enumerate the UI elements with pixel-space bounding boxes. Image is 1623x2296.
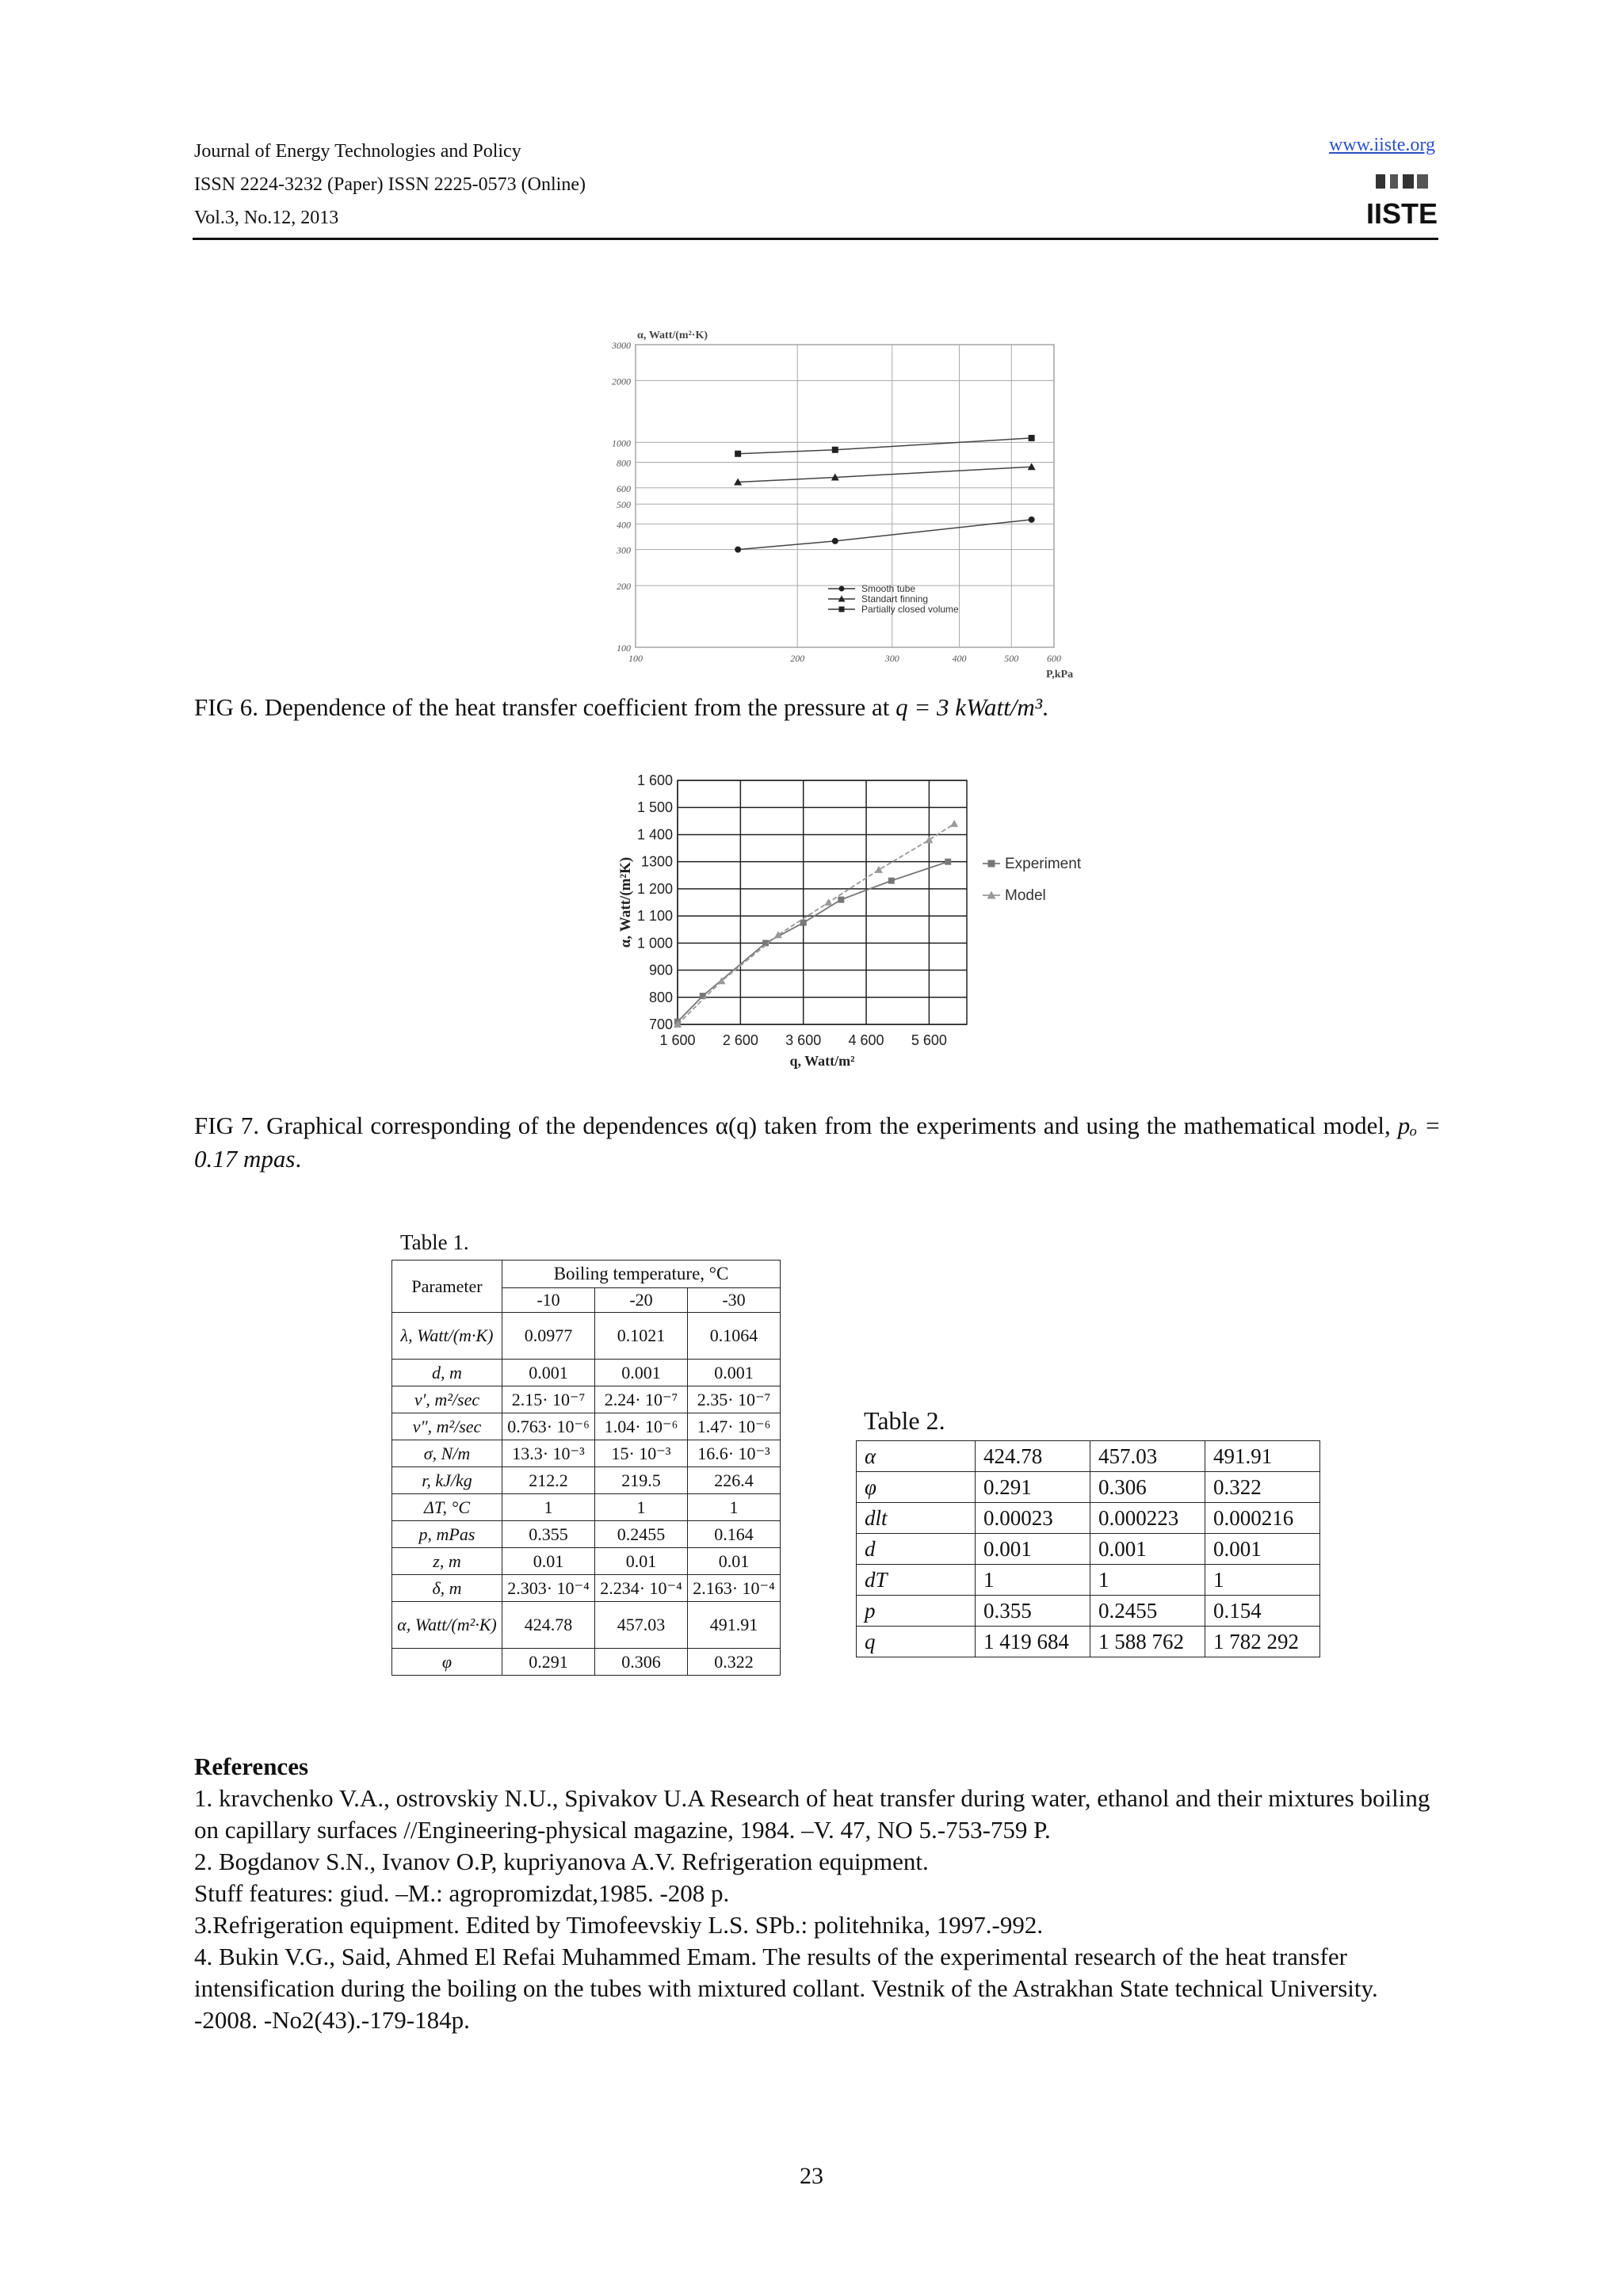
y-tick-label: 1 200 — [636, 880, 673, 897]
legend-entry: Partially closed volume — [861, 604, 959, 615]
journal-url-link[interactable]: www.iiste.org — [1329, 135, 1435, 155]
table-cell: 0.000216 — [1205, 1503, 1320, 1534]
y-tick-label: 1300 — [640, 853, 673, 870]
table-cell-param: v′, m²/sec — [392, 1386, 502, 1413]
table-cell: 15· 10⁻³ — [595, 1440, 688, 1467]
fig6-caption-text: FIG 6. Dependence of the heat transfer coefficient from the pressure at — [194, 693, 896, 721]
table-cell: 0.001 — [502, 1360, 595, 1386]
table-header-cell: -10 — [502, 1288, 595, 1313]
table-cell-param: α — [857, 1441, 976, 1472]
data-point — [950, 820, 958, 827]
y-tick-label: 1000 — [612, 437, 631, 449]
table-cell: 1 — [502, 1494, 595, 1521]
table-cell-param: φ — [857, 1472, 976, 1503]
table-cell-param: d — [857, 1534, 976, 1565]
table-cell: 491.91 — [1205, 1441, 1320, 1472]
table-cell: 0.001 — [688, 1360, 781, 1386]
table-row — [392, 1575, 781, 1602]
y-tick-label: 200 — [617, 581, 631, 593]
table-row — [392, 1313, 781, 1360]
x-tick-label: 300 — [884, 653, 899, 664]
table-cell-param: λ, Watt/(m·K) — [392, 1313, 502, 1360]
table-cell: 1 588 762 — [1090, 1627, 1205, 1657]
x-tick-label: 100 — [628, 653, 643, 664]
table-cell-param: dlt — [857, 1503, 976, 1534]
y-tick-label: 1 500 — [636, 799, 673, 816]
table-cell: 226.4 — [688, 1467, 781, 1494]
table-row — [392, 1521, 781, 1548]
y-tick-label: 1 400 — [636, 826, 673, 843]
table-cell: 0.322 — [1205, 1472, 1320, 1503]
data-point — [735, 547, 741, 553]
x-tick-label: 600 — [1047, 653, 1061, 664]
y-tick-label: 1 000 — [636, 935, 673, 952]
table-row — [857, 1503, 1320, 1534]
legend-entry: Model — [1005, 887, 1046, 904]
legend-swatch-marker — [839, 607, 845, 612]
table-cell: 0.1021 — [595, 1313, 688, 1360]
journal-volume: Vol.3, No.12, 2013 — [194, 208, 339, 228]
table-cell: 457.03 — [1090, 1441, 1205, 1472]
table-row — [392, 1602, 781, 1649]
y-tick-label: 800 — [617, 457, 631, 469]
data-point — [1029, 435, 1035, 441]
x-axis-label: P,kPa — [1046, 669, 1074, 681]
table2 — [856, 1440, 1320, 1657]
reference-item: 2. Bogdanov S.N., Ivanov O.P, kupriyanova A.V. Refrigeration equipment. — [194, 1848, 929, 1875]
table-header-cell: -20 — [595, 1288, 688, 1313]
data-point — [875, 866, 883, 873]
table-cell: 2.24· 10⁻⁷ — [595, 1386, 688, 1413]
table-cell: 0.2455 — [595, 1521, 688, 1548]
table-row — [392, 1649, 781, 1676]
reference-item: 4. Bukin V.G., Said, Ahmed El Refai Muhammed Emam. The results of the experimental research of the heat transfer intensification during the boiling on the tubes with mixtured collant. Vestnik of the Astrakhan State technical University. -2008. -No2(43).-179-184p. — [194, 1943, 1378, 2034]
reference-item: 3.Refrigeration equipment. Edited by Timofeevskiy L.S. SPb.: politehnika, 1997.-992. — [194, 1911, 1044, 1939]
data-point — [800, 920, 807, 926]
table-cell: 1 — [1205, 1565, 1320, 1596]
legend-entry: Smooth tube — [861, 583, 916, 594]
fig7-chart — [567, 765, 1121, 1077]
table-cell: 1.04· 10⁻⁶ — [595, 1413, 688, 1440]
journal-title: Journal of Energy Technologies and Policy — [194, 141, 521, 162]
table-cell: 0.763· 10⁻⁶ — [502, 1413, 595, 1440]
table-cell: 0.291 — [976, 1472, 1090, 1503]
table-cell: 0.322 — [688, 1649, 781, 1676]
fig7-caption-end: . — [295, 1145, 302, 1173]
table-cell: 491.91 — [688, 1602, 781, 1649]
x-tick-label: 5 600 — [911, 1032, 947, 1048]
table-cell: 219.5 — [595, 1467, 688, 1494]
data-point — [832, 447, 838, 453]
data-point — [888, 878, 895, 884]
data-point — [1029, 517, 1035, 523]
y-tick-label: 1 100 — [636, 908, 673, 925]
table-cell: 2.303· 10⁻⁴ — [502, 1575, 595, 1602]
data-point — [735, 451, 741, 457]
table-row — [857, 1534, 1320, 1565]
table-row — [857, 1627, 1320, 1657]
table-header-cell: Boiling temperature, °C — [502, 1261, 781, 1288]
data-point — [824, 898, 832, 906]
table-cell-param: p, mPas — [392, 1521, 502, 1548]
table-row — [857, 1596, 1320, 1627]
table-row — [392, 1440, 781, 1467]
x-tick-label: 4 600 — [848, 1032, 884, 1048]
y-tick-label: 2000 — [612, 376, 631, 387]
table2-title: Table 2. — [864, 1406, 945, 1435]
table-cell: 0.306 — [595, 1649, 688, 1676]
data-point — [832, 538, 838, 544]
plot-frame — [678, 780, 967, 1024]
y-tick-label: 400 — [617, 519, 631, 531]
x-axis-label: q, Watt/m² — [789, 1053, 855, 1069]
table-cell: 2.35· 10⁻⁷ — [688, 1386, 781, 1413]
table-cell: 0.001 — [976, 1534, 1090, 1565]
series-line — [738, 467, 1032, 482]
y-tick-label: 100 — [617, 643, 631, 654]
y-tick-label: 600 — [617, 482, 631, 494]
y-tick-label: 800 — [648, 989, 673, 1005]
x-tick-label: 3 600 — [785, 1032, 822, 1048]
table-cell: 212.2 — [502, 1467, 595, 1494]
table-cell: 2.15· 10⁻⁷ — [502, 1386, 595, 1413]
y-tick-label: 500 — [617, 499, 631, 511]
table-row — [392, 1494, 781, 1521]
table-cell: 1 — [1090, 1565, 1205, 1596]
x-tick-label: 200 — [790, 653, 805, 664]
table-cell-param: r, kJ/kg — [392, 1467, 502, 1494]
table-cell: 0.306 — [1090, 1472, 1205, 1503]
table1 — [391, 1260, 781, 1676]
journal-header — [194, 135, 586, 235]
x-tick-label: 2 600 — [722, 1032, 758, 1048]
fig7-caption-text: FIG 7. Graphical corresponding of the dependences α(q) taken from the experiments and using the mathematical model, — [194, 1112, 1398, 1139]
fig6-caption-math: q = 3 kWatt/m³ — [896, 693, 1043, 721]
table-cell: 0.001 — [1090, 1534, 1205, 1565]
references-heading: References — [194, 1753, 309, 1780]
table-header-row — [392, 1261, 781, 1288]
series-line — [738, 438, 1032, 454]
legend-entry: Standart finning — [861, 593, 929, 605]
y-axis-label: α, Watt/(m²K) — [617, 856, 634, 948]
legend-swatch-marker — [839, 586, 845, 592]
table-row — [392, 1360, 781, 1386]
plot-frame — [636, 345, 1054, 647]
table-cell: 1 782 292 — [1205, 1627, 1320, 1657]
table-row — [857, 1472, 1320, 1503]
table-cell: 13.3· 10⁻³ — [502, 1440, 595, 1467]
table-header-cell: -30 — [688, 1288, 781, 1313]
table-cell: 16.6· 10⁻³ — [688, 1440, 781, 1467]
table-cell: 0.355 — [976, 1596, 1090, 1627]
table-cell-param: ΔT, °C — [392, 1494, 502, 1521]
y-tick-label: 3000 — [612, 340, 631, 351]
y-tick-label: 300 — [617, 544, 631, 556]
table-cell: 0.1064 — [688, 1313, 781, 1360]
table-row — [857, 1565, 1320, 1596]
table-cell: 0.154 — [1205, 1596, 1320, 1627]
reference-item: 1. kravchenko V.A., ostrovskiy N.U., Spivakov U.A Research of heat transfer during water, ethanol and their mixtures boiling on capillary surfaces //Engineering-physical magazine, 1984. –V. 47, NO 5.-753-759 P. — [194, 1784, 1430, 1844]
references-section — [194, 1751, 1446, 2036]
legend-swatch-marker — [988, 860, 995, 868]
table-cell-param: p — [857, 1596, 976, 1627]
x-tick-label: 500 — [1004, 653, 1019, 664]
table-cell: 0.01 — [595, 1548, 688, 1575]
table-cell-param: α, Watt/(m²·K) — [392, 1602, 502, 1649]
table-cell: 424.78 — [502, 1602, 595, 1649]
table-cell: 0.001 — [595, 1360, 688, 1386]
table-cell: 0.2455 — [1090, 1596, 1205, 1627]
y-tick-label: 700 — [648, 1016, 673, 1032]
table-header-cell: Parameter — [392, 1261, 502, 1313]
table-cell: 2.163· 10⁻⁴ — [688, 1575, 781, 1602]
table-cell-param: d, m — [392, 1360, 502, 1386]
table-cell: 1 419 684 — [976, 1627, 1090, 1657]
table1-title: Table 1. — [400, 1230, 469, 1254]
fig6-chart — [571, 321, 1078, 681]
table-cell-param: dT — [857, 1565, 976, 1596]
page-number: 23 — [800, 2163, 823, 2189]
table-row — [857, 1441, 1320, 1472]
table-cell: 0.001 — [1205, 1534, 1320, 1565]
table-cell: 2.234· 10⁻⁴ — [595, 1575, 688, 1602]
series-line — [678, 824, 954, 1024]
table-cell-param: φ — [392, 1649, 502, 1676]
table-row — [392, 1467, 781, 1494]
table-cell-param: q — [857, 1627, 976, 1657]
table-cell: 0.000223 — [1090, 1503, 1205, 1534]
table-cell-param: δ, m — [392, 1575, 502, 1602]
table-cell: 1.47· 10⁻⁶ — [688, 1413, 781, 1440]
journal-issn: ISSN 2224-3232 (Paper) ISSN 2225-0573 (Online) — [194, 174, 586, 195]
table-cell-param: σ, N/m — [392, 1440, 502, 1467]
y-axis-label: α, Watt/(m²·K) — [637, 330, 708, 341]
y-tick-label: 1 600 — [636, 772, 673, 788]
x-tick-label: 400 — [952, 653, 967, 664]
header-divider — [193, 238, 1438, 240]
table-cell: 0.291 — [502, 1649, 595, 1676]
table-cell: 1 — [688, 1494, 781, 1521]
data-point — [838, 897, 844, 903]
fig6-caption — [194, 691, 1446, 724]
table-cell-param: v″, m²/sec — [392, 1413, 502, 1440]
table-cell: 457.03 — [595, 1602, 688, 1649]
fig7-caption — [194, 1109, 1441, 1176]
table-row — [392, 1548, 781, 1575]
table-cell: 0.355 — [502, 1521, 595, 1548]
data-point — [925, 836, 933, 843]
table-cell: 0.164 — [688, 1521, 781, 1548]
table-cell: 0.00023 — [976, 1503, 1090, 1534]
table-cell: 0.0977 — [502, 1313, 595, 1360]
table-cell: 0.01 — [502, 1548, 595, 1575]
table-cell: 1 — [595, 1494, 688, 1521]
logo-text: IISTE — [1365, 197, 1438, 230]
table-row — [392, 1413, 781, 1440]
legend-entry: Experiment — [1005, 856, 1082, 872]
table-cell: 1 — [976, 1565, 1090, 1596]
table-cell: 0.01 — [688, 1548, 781, 1575]
table-cell-param: z, m — [392, 1548, 502, 1575]
table-row — [392, 1386, 781, 1413]
x-tick-label: 1 600 — [659, 1032, 696, 1048]
fig6-caption-end: . — [1042, 693, 1048, 721]
fig7-caption-math: pₒ = 0.17 mpas — [194, 1112, 1441, 1173]
y-tick-label: 900 — [648, 962, 673, 978]
table-cell: 424.78 — [976, 1441, 1090, 1472]
data-point — [945, 859, 951, 865]
reference-item: Stuff features: giud. –M.: agropromizdat,1985. -208 p. — [194, 1879, 730, 1907]
iiste-logo-icon — [1365, 173, 1438, 230]
